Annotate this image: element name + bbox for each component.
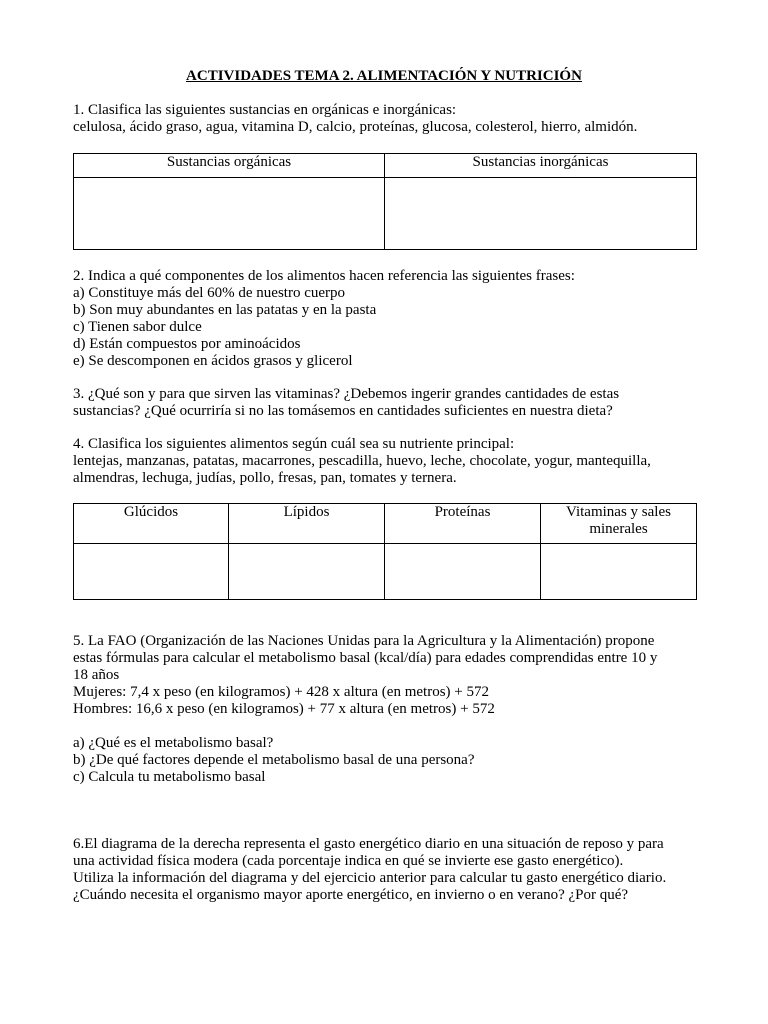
q4-table xyxy=(73,503,697,600)
question-4-line: almendras, lechuga, judías, pollo, fresas, pan, tomates y ternera. xyxy=(73,470,457,486)
page-title: ACTIVIDADES TEMA 2. ALIMENTACIÓN Y NUTRICIÓN xyxy=(186,68,582,84)
question-1-line: celulosa, ácido graso, agua, vitamina D, calcio, proteínas, glucosa, colesterol, hierro, almidón. xyxy=(73,119,638,135)
q1-table-header-inorganic: Sustancias inorgánicas xyxy=(385,154,697,178)
question-2-line: 2. Indica a qué componentes de los alimentos hacen referencia las siguientes frases: xyxy=(73,268,575,284)
q4-table-header-glucidos: Glúcidos xyxy=(74,504,229,544)
question-2-line: e) Se descomponen en ácidos grasos y glicerol xyxy=(73,353,353,369)
question-1-line: 1. Clasifica las siguientes sustancias en orgánicas e inorgánicas: xyxy=(73,102,457,118)
q4-answer-cell-proteinas[interactable] xyxy=(385,544,541,600)
q1-table-header-row xyxy=(74,154,697,178)
q4-table-header-row xyxy=(74,504,697,544)
question-2 xyxy=(73,268,713,370)
q4-table-answer-row xyxy=(74,544,697,600)
question-6 xyxy=(73,836,713,904)
question-4 xyxy=(73,436,713,487)
question-6-line: 6.El diagrama de la derecha representa el gasto energético diario en una situación de reposo y para xyxy=(73,836,664,852)
question-5-subquestion: c) Calcula tu metabolismo basal xyxy=(73,769,266,785)
question-5-line: 5. La FAO (Organización de las Naciones Unidas para la Agricultura y la Alimentación) propone xyxy=(73,633,655,649)
q4-answer-cell-glucidos[interactable] xyxy=(74,544,229,600)
q1-table-answer-row xyxy=(74,178,697,250)
question-3-line: sustancias? ¿Qué ocurriría si no las tomásemos en cantidades suficientes en nuestra dieta? xyxy=(73,403,613,419)
question-6-line: ¿Cuándo necesita el organismo mayor aporte energético, en invierno o en verano? ¿Por qué? xyxy=(73,887,629,903)
question-2-line: c) Tienen sabor dulce xyxy=(73,319,202,335)
question-6-line: Utiliza la información del diagrama y del ejercicio anterior para calcular tu gasto energético diario. xyxy=(73,870,667,886)
question-4-line: lentejas, manzanas, patatas, macarrones, pescadilla, huevo, leche, chocolate, yogur, mantequilla, xyxy=(73,453,651,469)
q4-table-header-vitaminas: Vitaminas y sales minerales xyxy=(541,504,697,544)
formula-women: Mujeres: 7,4 x peso (en kilogramos) + 428 x altura (en metros) + 572 xyxy=(73,684,489,700)
question-2-line: b) Son muy abundantes en las patatas y en la pasta xyxy=(73,302,377,318)
question-5-subquestions xyxy=(73,735,713,786)
question-3 xyxy=(73,386,713,420)
question-3-line: 3. ¿Qué son y para que sirven las vitaminas? ¿Debemos ingerir grandes cantidades de estas xyxy=(73,386,620,402)
question-5-line: estas fórmulas para calcular el metabolismo basal (kcal/día) para edades comprendidas entre 10 y xyxy=(73,650,658,666)
q1-answer-cell-organic[interactable] xyxy=(74,178,385,250)
question-5-subquestion: b) ¿De qué factores depende el metabolismo basal de una persona? xyxy=(73,752,475,768)
q4-answer-cell-lipidos[interactable] xyxy=(229,544,385,600)
question-5-subquestion: a) ¿Qué es el metabolismo basal? xyxy=(73,735,274,751)
q1-answer-cell-inorganic[interactable] xyxy=(385,178,697,250)
question-4-line: 4. Clasifica los siguientes alimentos según cuál sea su nutriente principal: xyxy=(73,436,515,452)
q1-table-header-organic: Sustancias orgánicas xyxy=(74,154,385,178)
q4-table-header-proteinas: Proteínas xyxy=(385,504,541,544)
question-5-line: 18 años xyxy=(73,667,120,683)
question-5 xyxy=(73,633,713,718)
question-1 xyxy=(73,102,713,136)
q4-answer-cell-vitaminas[interactable] xyxy=(541,544,697,600)
q4-table-header-lipidos: Lípidos xyxy=(229,504,385,544)
question-2-line: a) Constituye más del 60% de nuestro cuerpo xyxy=(73,285,346,301)
q1-table xyxy=(73,153,697,250)
formula-men: Hombres: 16,6 x peso (en kilogramos) + 77 x altura (en metros) + 572 xyxy=(73,701,495,717)
question-6-line: una actividad física modera (cada porcentaje indica en qué se invierte ese gasto energético). xyxy=(73,853,624,869)
question-2-line: d) Están compuestos por aminoácidos xyxy=(73,336,301,352)
